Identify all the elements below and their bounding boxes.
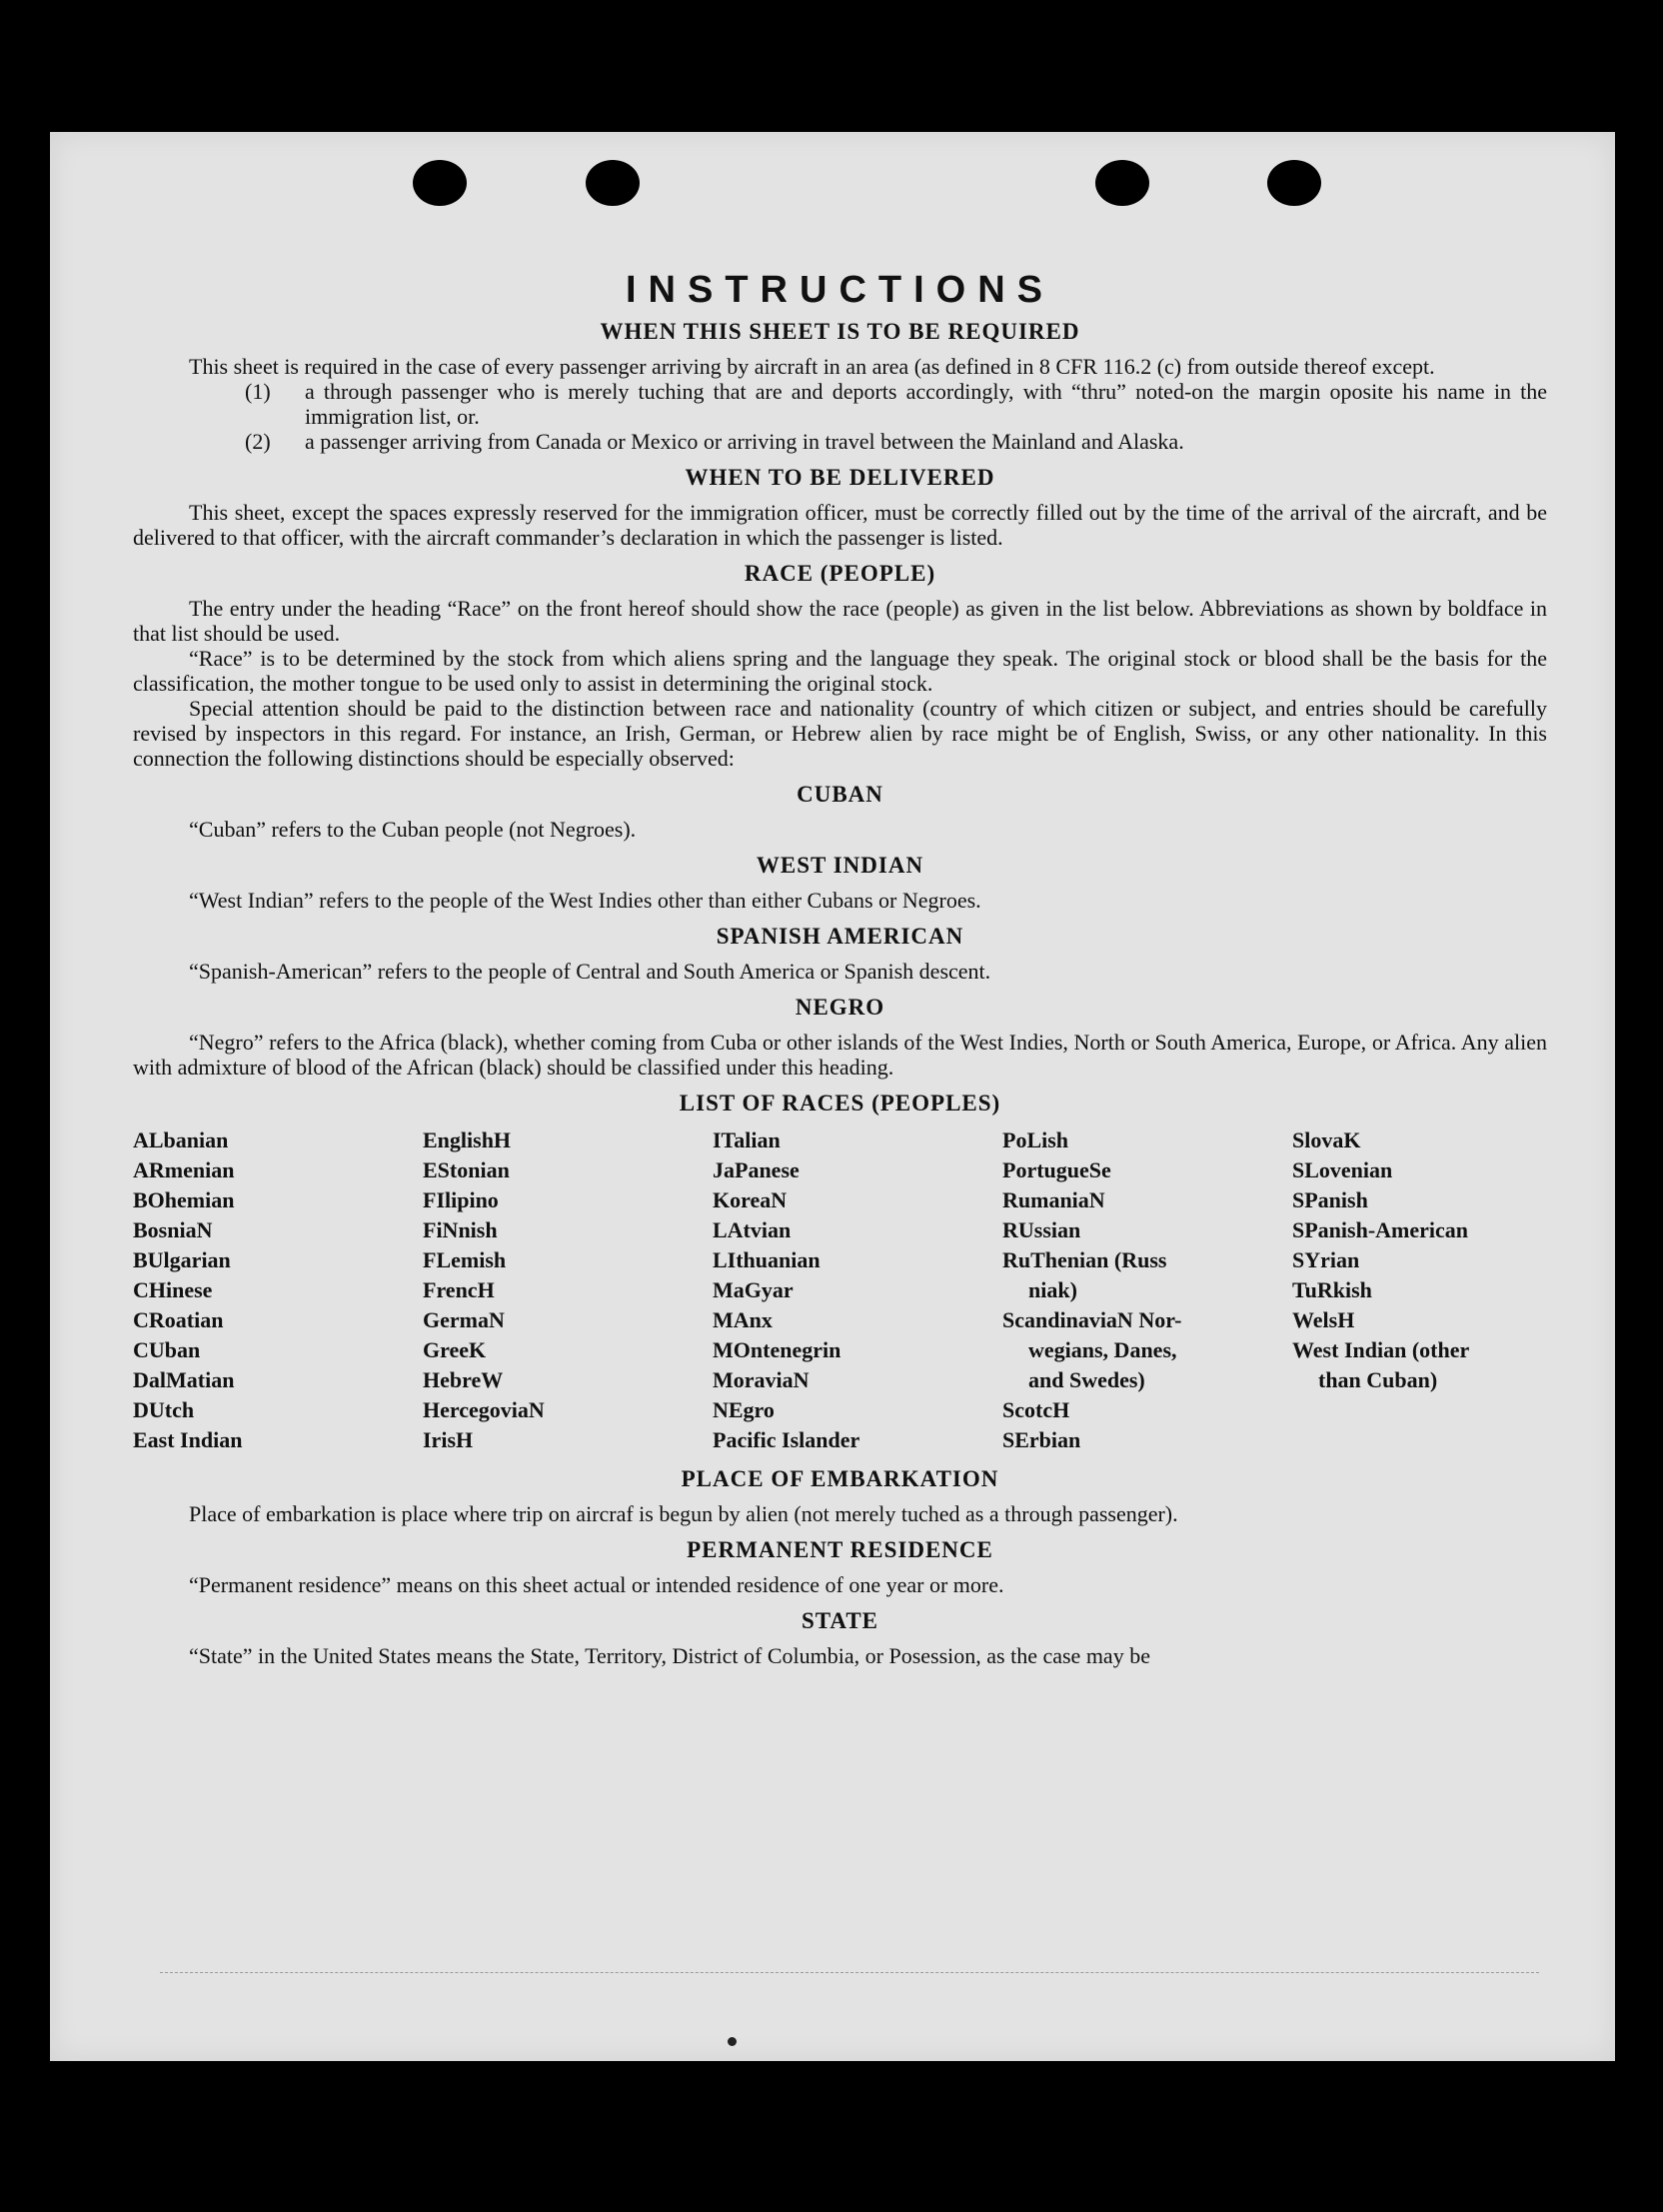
race-entry: and Swedes) bbox=[1028, 1367, 1145, 1392]
race-entry: RumaniaN bbox=[1002, 1187, 1105, 1212]
item-text: a through passenger who is merely tuching that are and deports accordingly, with “thru” noted-on the margin oposite his name in the immigration list, or. bbox=[305, 379, 1547, 429]
paragraph-negro: “Negro” refers to the Africa (black), whether coming from Cuba or other islands of the West Indies, North or South America, Europe, or Africa. Any alien with admixture of blood of the African (black) should be classified under this heading. bbox=[133, 1030, 1547, 1080]
race-column bbox=[713, 1125, 1002, 1455]
race-entry: ARmenian bbox=[133, 1157, 235, 1182]
race-entry: NEgro bbox=[713, 1397, 775, 1422]
heading-cuban: CUBAN bbox=[797, 782, 883, 807]
race-column bbox=[423, 1125, 713, 1455]
heading-spanish-american: SPANISH AMERICAN bbox=[716, 924, 964, 949]
race-entry: IrisH bbox=[423, 1427, 474, 1452]
paragraph-race-2: “Race” is to be determined by the stock from which aliens spring and the language they speak. The original stock or blood shall be the basis for the classification, the mother tongue to be used only to assist in determining the original stock. bbox=[133, 646, 1547, 696]
race-entry: ScandinaviaN Nor- bbox=[1002, 1307, 1182, 1332]
race-entry: MaGyar bbox=[713, 1277, 794, 1302]
race-entry: ITalian bbox=[713, 1127, 781, 1152]
race-entry: TuRkish bbox=[1292, 1277, 1372, 1302]
race-column bbox=[133, 1125, 423, 1455]
heading-when-required: WHEN THIS SHEET IS TO BE REQUIRED bbox=[600, 319, 1080, 344]
punch-hole bbox=[1095, 160, 1149, 206]
heading-race: RACE (PEOPLE) bbox=[744, 561, 936, 586]
race-entry: BOhemian bbox=[133, 1187, 235, 1212]
race-entry: West Indian (other bbox=[1292, 1337, 1470, 1362]
race-entry: LAtvian bbox=[713, 1217, 792, 1242]
race-entry: GreeK bbox=[423, 1337, 487, 1362]
race-entry: CHinese bbox=[133, 1277, 213, 1302]
race-entry: Pacific Islander bbox=[713, 1427, 860, 1452]
heading-list-of-races: LIST OF RACES (PEOPLES) bbox=[679, 1091, 1001, 1115]
race-entry: SErbian bbox=[1002, 1427, 1081, 1452]
paragraph-when-required: This sheet is required in the case of every passenger arriving by aircraft in an area (as defined in 8 CFR 116.2 (c) from outside thereof except. bbox=[189, 354, 1435, 379]
paragraph-west-indian: “West Indian” refers to the people of the West Indies other than either Cubans or Negroes. bbox=[189, 888, 981, 913]
race-entry: than Cuban) bbox=[1318, 1367, 1438, 1392]
race-entry: DalMatian bbox=[133, 1367, 235, 1392]
race-entry: BUlgarian bbox=[133, 1247, 231, 1272]
race-entry: RuThenian (Russ bbox=[1002, 1247, 1167, 1272]
heading-embarkation: PLACE OF EMBARKATION bbox=[681, 1466, 999, 1491]
race-entry: SLovenian bbox=[1292, 1157, 1393, 1182]
race-entry: HebreW bbox=[423, 1367, 504, 1392]
punch-hole bbox=[1267, 160, 1321, 206]
race-entry: FiNnish bbox=[423, 1217, 498, 1242]
race-entry: MOntenegrin bbox=[713, 1337, 841, 1362]
race-entry: HercegoviaN bbox=[423, 1397, 545, 1422]
race-entry: CUban bbox=[133, 1337, 201, 1362]
race-column bbox=[1292, 1125, 1582, 1455]
page-title: INSTRUCTIONS bbox=[626, 269, 1054, 311]
race-entry: SYrian bbox=[1292, 1247, 1360, 1272]
race-entry: PortugueSe bbox=[1002, 1157, 1111, 1182]
race-entry: RUssian bbox=[1002, 1217, 1081, 1242]
race-entry: SlovaK bbox=[1292, 1127, 1361, 1152]
paragraph-spanish-american: “Spanish-American” refers to the people of Central and South America or Spanish descent. bbox=[189, 959, 991, 984]
divider bbox=[160, 1972, 1539, 1973]
punch-hole bbox=[413, 160, 467, 206]
race-entry: KoreaN bbox=[713, 1187, 788, 1212]
race-entry: BosniaN bbox=[133, 1217, 213, 1242]
race-list bbox=[133, 1125, 1547, 1455]
item-number: (1) bbox=[245, 379, 271, 404]
race-entry: MoraviaN bbox=[713, 1367, 810, 1392]
paragraph-when-delivered: This sheet, except the spaces expressly reserved for the immigration officer, must be correctly filled out by the time of the arrival of the aircraft, and be delivered to that officer, with the aircraft commander’s declaration in which the passenger is listed. bbox=[133, 500, 1547, 550]
race-entry: CRoatian bbox=[133, 1307, 224, 1332]
paragraph-embarkation: Place of embarkation is place where trip on aircraf is begun by alien (not merely tuched as a through passenger). bbox=[189, 1501, 1178, 1526]
race-entry: FLemish bbox=[423, 1247, 507, 1272]
paragraph-permanent-residence: “Permanent residence” means on this sheet actual or intended residence of one year or more. bbox=[189, 1572, 1004, 1597]
heading-permanent-residence: PERMANENT RESIDENCE bbox=[687, 1537, 993, 1562]
heading-west-indian: WEST INDIAN bbox=[756, 853, 924, 878]
item-number: (2) bbox=[245, 429, 271, 454]
race-entry: LIthuanian bbox=[713, 1247, 821, 1272]
race-entry: EnglishH bbox=[423, 1127, 512, 1152]
race-entry: SPanish bbox=[1292, 1187, 1368, 1212]
punch-hole bbox=[586, 160, 640, 206]
race-entry: ScotcH bbox=[1002, 1397, 1070, 1422]
paragraph-cuban: “Cuban” refers to the Cuban people (not Negroes). bbox=[189, 817, 637, 842]
document-content bbox=[133, 262, 1547, 1668]
paragraph-state: “State” in the United States means the State, Territory, District of Columbia, or Posession, as the case may be bbox=[189, 1643, 1150, 1668]
race-entry: PoLish bbox=[1002, 1127, 1069, 1152]
heading-when-delivered: WHEN TO BE DELIVERED bbox=[685, 465, 995, 490]
list-item bbox=[133, 429, 1547, 454]
item-text: a passenger arriving from Canada or Mexico or arriving in travel between the Mainland and Alaska. bbox=[305, 429, 1184, 454]
race-entry: WelsH bbox=[1292, 1307, 1355, 1332]
race-entry: EStonian bbox=[423, 1157, 510, 1182]
race-entry: ALbanian bbox=[133, 1127, 229, 1152]
race-entry: JaPanese bbox=[713, 1157, 800, 1182]
race-entry: SPanish-American bbox=[1292, 1217, 1468, 1242]
race-entry: East Indian bbox=[133, 1427, 243, 1452]
heading-state: STATE bbox=[801, 1608, 878, 1633]
race-entry: DUtch bbox=[133, 1397, 195, 1422]
race-entry: MAnx bbox=[713, 1307, 773, 1332]
race-entry: GermaN bbox=[423, 1307, 505, 1332]
page-mark bbox=[728, 2037, 737, 2046]
list-item bbox=[133, 379, 1547, 429]
race-entry: FIlipino bbox=[423, 1187, 499, 1212]
heading-negro: NEGRO bbox=[795, 995, 885, 1020]
paragraph-race-1: The entry under the heading “Race” on the front hereof should show the race (people) as given in the list below. Abbreviations as shown by boldface in that list should be used. bbox=[133, 596, 1547, 646]
race-column bbox=[1002, 1125, 1292, 1455]
race-entry: FrencH bbox=[423, 1277, 495, 1302]
race-entry: wegians, Danes, bbox=[1028, 1337, 1177, 1362]
paragraph-race-3: Special attention should be paid to the distinction between race and nationality (country of which citizen or subject, and entries should be carefully revised by inspectors in this regard. For instance, an Irish, German, or Hebrew alien by race might be of English, Swiss, or any other nationality. In this connection the following distinctions should be especially observed: bbox=[133, 696, 1547, 771]
race-entry: niak) bbox=[1028, 1277, 1077, 1302]
